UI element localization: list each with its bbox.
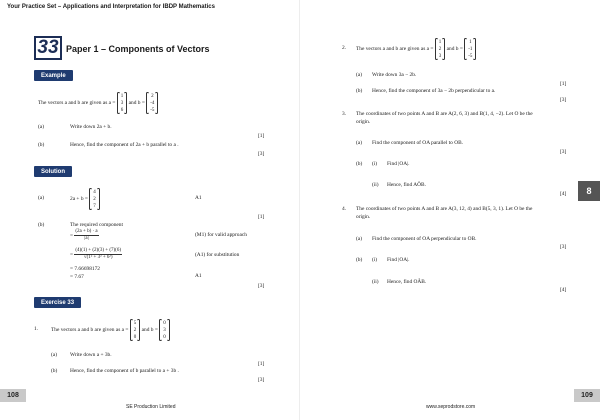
q2-part-b-label: (b): [356, 88, 363, 94]
q1-part-b-mark: [3]: [258, 377, 265, 383]
q1-text: The vectors a and b are given as a = 5 2 0 and b = 0 3 0: [51, 319, 170, 341]
page-spine: [299, 0, 300, 420]
q4-text: The coordinates of two points A and B are A(3, 12, 4) and B(5, 3, 1). Let O be the: [356, 206, 533, 212]
q2-text: The vectors a and b are given as a = 1 2 3 and b = 1 -1 -5: [356, 38, 476, 60]
example-intro: [38, 92, 158, 114]
q3-number: 3.: [342, 111, 347, 117]
example-vector-a: 1 3 6: [117, 92, 128, 114]
solution-a-note: A1: [195, 195, 202, 201]
chapter-title: Paper 1 – Components of Vectors: [66, 44, 210, 54]
q4-a-text: Find the component of OA perpendicular to OB.: [372, 236, 477, 242]
q2-part-a-mark: [1]: [560, 81, 567, 87]
q4-text-2: origin.: [356, 214, 371, 220]
q2-part-b-text: Hence, find the component of 3a − 2b perpendicular to a.: [372, 88, 496, 94]
solution-b-label: (b): [38, 222, 45, 228]
example-part-b-text: Hence, find the component of 2a + b parallel to a .: [70, 142, 179, 148]
solution-label: Solution: [34, 166, 72, 177]
q3-b-mark: [4]: [560, 191, 567, 197]
q1-number: 1.: [34, 326, 39, 332]
q4-b-i-text: Find |OA|.: [387, 257, 410, 263]
q4-b-ii-text: Hence, find OÂB.: [387, 279, 427, 285]
example-part-b-mark: [3]: [258, 151, 265, 157]
example-part-a-text: Write down 2a + b.: [70, 124, 112, 130]
q3-b-i-label: (i): [372, 161, 378, 167]
exercise-label: Exercise 33: [34, 297, 81, 308]
q3-b-i-text: Find |OA|.: [387, 161, 410, 167]
solution-b-line1: The required component: [70, 222, 123, 228]
q3-text: The coordinates of two points A and B are A(2, 6, 3) and B(1, 4, −2). Let O be the: [356, 111, 533, 117]
q3-a-mark: [3]: [560, 149, 567, 155]
q3-b-label: (b): [356, 161, 363, 167]
example-part-a-label: (a): [38, 124, 44, 130]
q1-part-b-text: Hence, find the component of b parallel to a + 3b .: [70, 368, 179, 374]
solution-b-fraction2: = $\frac{(4)(1) + (2)(3) + (7)(6)}{\text{√(1² + 3² + 6²)}}$: [70, 248, 122, 260]
right-page-number: 109: [574, 389, 600, 402]
example-intro-text: The vectors a and b are given as a =: [38, 100, 116, 107]
q4-a-label: (a): [356, 236, 362, 242]
q4-number: 4.: [342, 206, 347, 212]
q1-part-a-text: Write down a + 3b.: [70, 352, 112, 358]
example-part-b-label: (b): [38, 142, 45, 148]
q2-vector-a: 1 2 3: [435, 38, 446, 60]
q1-vector-a: 5 2 0: [130, 319, 141, 341]
q4-b-label: (b): [356, 257, 363, 263]
solution-a-vector: 4 2 7: [89, 188, 100, 210]
left-footer-text: SE Production Limited: [126, 404, 176, 410]
q1-part-a-mark: [1]: [258, 361, 265, 367]
q2-number: 2.: [342, 45, 347, 51]
q2-vector-b: 1 -1 -5: [464, 38, 476, 60]
solution-b-note2: (A1) for substitution: [195, 252, 240, 258]
example-vector-b: 2 -4 -5: [146, 92, 158, 114]
example-part-a-mark: [1]: [258, 133, 265, 139]
solution-a-expression: 2a + b = 4 2 7: [70, 188, 100, 210]
q1-vector-b: 0 3 0: [159, 319, 170, 341]
chapter-number-badge: 33: [34, 36, 62, 60]
q1-part-b-label: (b): [51, 368, 58, 374]
q4-a-mark: [3]: [560, 244, 567, 250]
right-footer-text: www.seprodstore.com: [426, 404, 476, 410]
example-label: Example: [34, 70, 73, 81]
solution-b-fraction1: = $\frac{(2a + b) \cdot a}{|a|}$: [70, 229, 98, 241]
chapter-tab: 8: [578, 181, 600, 201]
q3-b-ii-text: Hence, find AÔB.: [387, 182, 426, 188]
example-and-b: and b =: [128, 100, 145, 107]
q4-b-i-label: (i): [372, 257, 378, 263]
solution-a-mark: [1]: [258, 214, 265, 220]
solution-b-value2: = 7.67: [70, 274, 84, 280]
q4-b-mark: [4]: [560, 287, 567, 293]
q1-part-a-label: (a): [51, 352, 57, 358]
solution-b-value1: = 7.66698172: [70, 266, 100, 272]
solution-b-note1: (M1) for valid approach: [195, 232, 247, 238]
q3-a-text: Find the component of OA parallel to OB.: [372, 140, 464, 146]
solution-a-label: (a): [38, 195, 44, 201]
q2-part-a-text: Write down 3a − 2b.: [372, 72, 417, 78]
left-page-number: 108: [0, 389, 26, 402]
q3-text-2: origin.: [356, 119, 371, 125]
q2-part-b-mark: [3]: [560, 97, 567, 103]
q3-b-ii-label: (ii): [372, 182, 379, 188]
solution-b-mark: [3]: [258, 283, 265, 289]
q3-a-label: (a): [356, 140, 362, 146]
solution-b-note3: A1: [195, 273, 202, 279]
q2-part-a-label: (a): [356, 72, 362, 78]
q4-b-ii-label: (ii): [372, 279, 379, 285]
running-header: Your Practice Set – Applications and Interpretation for IBDP Mathematics: [7, 4, 215, 10]
